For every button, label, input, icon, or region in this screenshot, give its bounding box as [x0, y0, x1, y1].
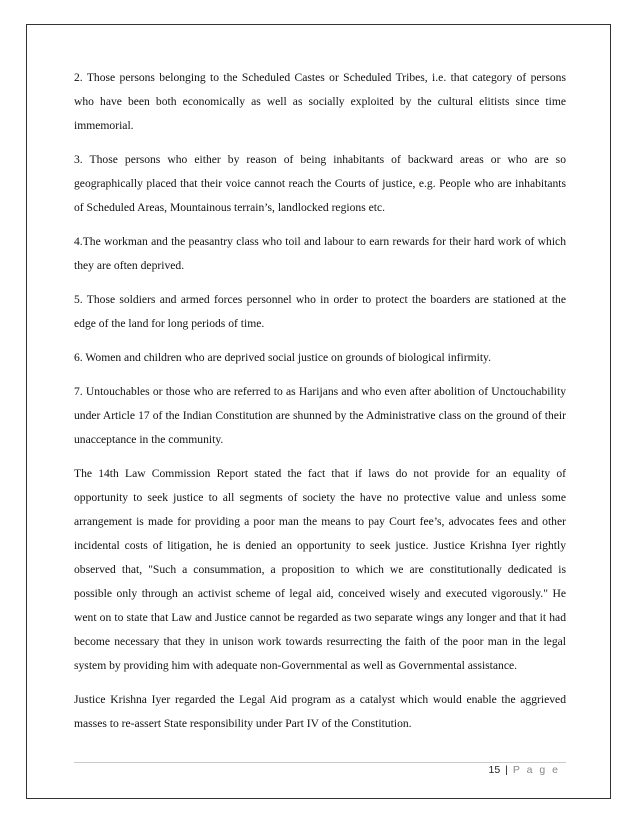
paragraph-workman-peasantry: 4.The workman and the peasantry class who toil and labour to earn rewards for their hard work of which they are often deprived. — [74, 235, 566, 272]
paragraph-untouchables: 7. Untouchables or those who are referred to as Harijans and who even after abolition of Unctouchability under Article 17 of the Indian Constitution are shunned by the Administrative class on the ground of their unacceptance in the community. — [74, 385, 566, 446]
paragraph-soldiers: 5. Those soldiers and armed forces personnel who in order to protect the boarders are stationed at the edge of the land for long periods of time. — [74, 293, 566, 330]
page-number: 15 — [488, 764, 501, 776]
paragraph-scheduled-castes: 2. Those persons belonging to the Scheduled Castes or Scheduled Tribes, i.e. that category of persons who have been both economically as well as socially exploited by the cultural elitists since time immemorial. — [74, 71, 566, 132]
page-label: P a g e — [512, 764, 560, 776]
page-footer — [488, 764, 560, 776]
footer-rule — [74, 762, 566, 763]
document-body — [74, 66, 566, 746]
paragraph-law-commission: The 14th Law Commission Report stated the fact that if laws do not provide for an equality of opportunity to seek justice to all segments of society the have no protective value and unless some arrangement is made for providing a poor man the means to pay Court fee’s, advocates fees and other incidental costs of litigation, he is denied an opportunity to seek justice. Justice Krishna Iyer rightly observed that, "Such a consummation, a proposition to which we are constitutionally dedicated is possible only through an activist scheme of legal aid, conceived wisely and executed vigorously." He went on to state that Law and Justice cannot be regarded as two separate wings any longer and that it had become necessary that they in unison work towards resurrecting the faith of the poor man in the legal system by providing him with adequate non-Governmental as well as Governmental assistance. — [74, 467, 566, 672]
paragraph-women-children: 6. Women and children who are deprived social justice on grounds of biological infirmity. — [74, 351, 491, 364]
footer-separator: | — [505, 764, 508, 776]
paragraph-backward-areas: 3. Those persons who either by reason of being inhabitants of backward areas or who are so geographically placed that their voice cannot reach the Courts of justice, e.g. People who are inhabitants of Scheduled Areas, Mountainous terrain’s, landlocked regions etc. — [74, 153, 566, 214]
paragraph-legal-aid-catalyst: Justice Krishna Iyer regarded the Legal Aid program as a catalyst which would enable the aggrieved masses to re-assert State responsibility under Part IV of the Constitution. — [74, 693, 566, 730]
